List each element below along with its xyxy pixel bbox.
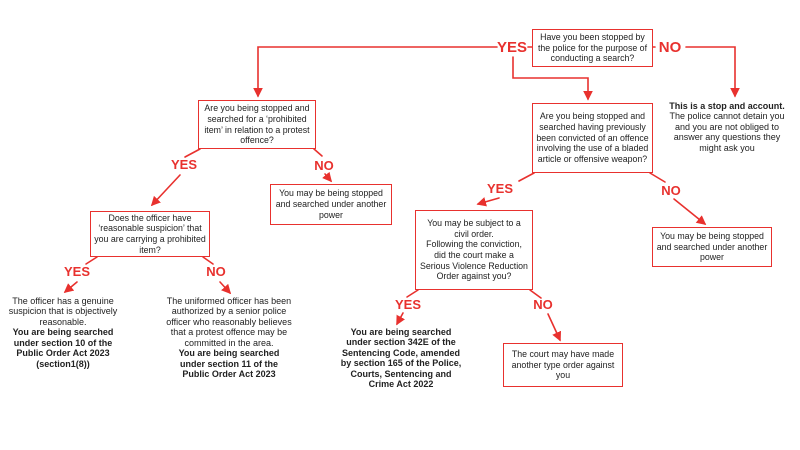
- node-q-prev-conviction-text: Are you being stopped and searched having previously been convicted of an offence involving the use of a bladed article or offensive weapon?: [536, 111, 649, 165]
- node-q-svro-line2: Following the conviction, did the court make a Serious Violence Reduction Order against you?: [420, 239, 528, 282]
- node-q-reasonable-suspicion: [90, 211, 210, 257]
- node-outcome-section342e: [340, 327, 462, 390]
- node-stop-and-account-text: The police cannot detain you and you are not obliged to answer any questions they might ask you: [669, 111, 785, 153]
- node-outcome-section11-text: The uniformed officer has been authorized by a senior police officer who reasonably believes that a protest offence may be committed in the area.: [166, 296, 292, 348]
- edge-label-no-conviction: NO: [661, 183, 681, 198]
- node-q-svro: [415, 210, 533, 290]
- node-outcome-section10-text: The officer has a genuine suspicion that is objectively reasonable.: [8, 296, 118, 327]
- node-outcome-section10-bold: You are being searched under section 10 of the Public Order Act 2023 (section1(8)): [12, 327, 114, 369]
- node-q-protest-item: [198, 100, 316, 149]
- edge-label-no-svro: NO: [533, 297, 553, 312]
- edge-label-yes-conviction: YES: [486, 181, 513, 196]
- node-q-svro-text: [419, 218, 529, 282]
- node-outcome-section342e-bold: You are being searched under section 342E of the Sentencing Code, amended by section 165 of the Police, Courts, Sentencing and Crime Act 2022: [340, 327, 462, 390]
- edge-label-no-top: NO: [658, 39, 682, 56]
- edge-label-no-suspicion: NO: [206, 264, 226, 279]
- node-another-power-right: [652, 227, 772, 267]
- node-outcome-section11-bold: You are being searched under section 11 of the Public Order Act 2023: [178, 348, 280, 380]
- edge-label-no-protest: NO: [314, 158, 334, 173]
- edge-label-yes-top: YES: [496, 39, 527, 56]
- node-another-power-right-text: You may be being stopped and searched under another power: [656, 230, 768, 263]
- node-q-protest-item-text: Are you being stopped and searched for a ‘prohibited item’ in relation to a protest offence?: [204, 103, 310, 146]
- node-stop-and-account: [663, 101, 791, 153]
- node-other-order: [503, 343, 623, 387]
- edge-label-yes-suspicion: YES: [63, 264, 90, 279]
- node-q-reasonable-suspicion-text: Does the officer have ‘reasonable suspicion’ that you are carrying a prohibited item?: [94, 212, 206, 255]
- node-q-search: [532, 29, 653, 67]
- node-outcome-section11: [166, 296, 292, 380]
- node-q-search-text: Have you been stopped by the police for the purpose of conducting a search?: [537, 31, 648, 64]
- node-stop-and-account-bold: This is a stop and account.: [669, 101, 785, 111]
- node-outcome-section10: [7, 296, 119, 369]
- node-another-power-left-text: You may be being stopped and searched under another power: [275, 188, 387, 220]
- node-q-prev-conviction: [532, 103, 653, 173]
- node-q-svro-line1: You may be subject to a civil order.: [427, 217, 521, 239]
- node-another-power-left: [270, 184, 392, 225]
- node-other-order-text: The court may have made another type order against you: [511, 348, 615, 381]
- edge-label-yes-protest: YES: [170, 157, 197, 172]
- edge-label-yes-svro: YES: [394, 297, 421, 312]
